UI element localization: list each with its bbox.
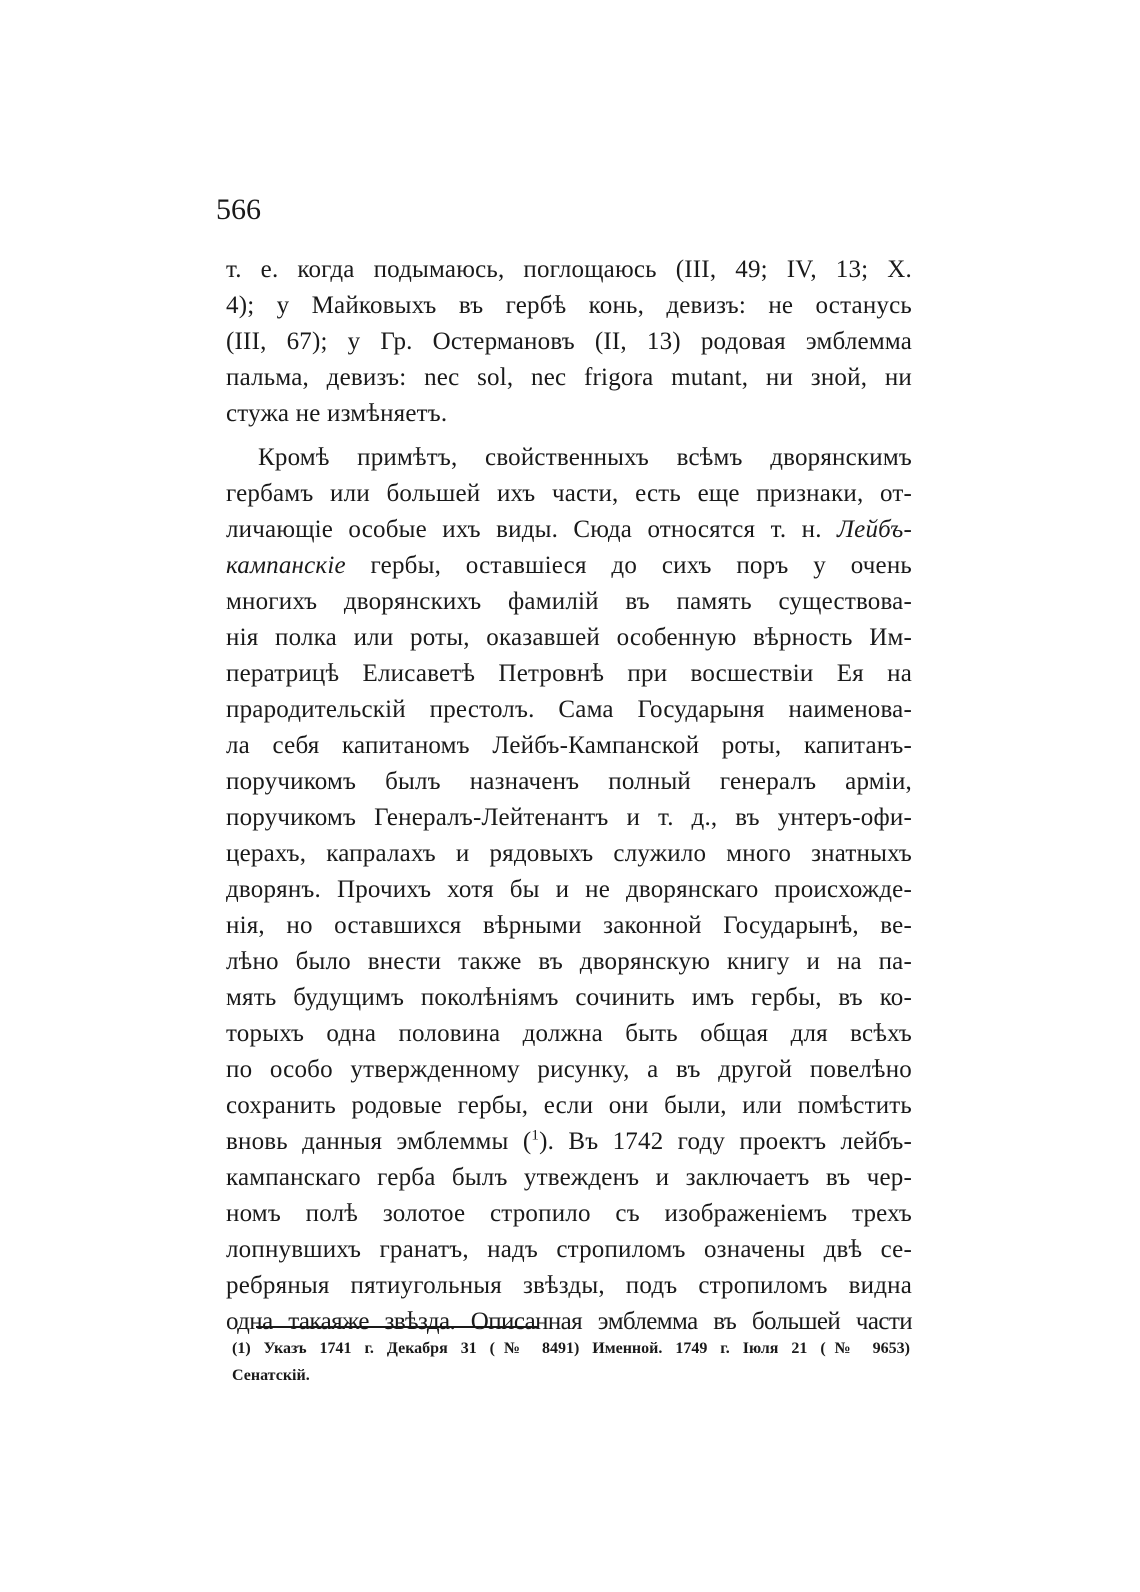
text-line: поручикомъ былъ назначенъ полный генералъ арміи, — [226, 768, 912, 795]
text-line: т. е. когда подымаюсь, поглощаюсь (III, 49; IV, 13; X. — [226, 256, 912, 283]
text-line: кампанскаго герба былъ утвежденъ и заключаетъ въ чер- — [226, 1164, 912, 1191]
footnotes — [232, 1335, 910, 1389]
text-line: пальма, девизъ: nec sol, nec frigora mutant, ни зной, ни — [226, 364, 912, 391]
footnote-line: (1) Указъ 1741 г. Декабря 31 (№ 8491) Именной. 1749 г. Іюля 21 (№ 9653) — [232, 1340, 910, 1357]
text-line: Кромѣ примѣтъ, свойственныхъ всѣмъ дворянскимъ — [258, 444, 912, 471]
text-line: ператрицѣ Елисаветѣ Петровнѣ при восшествіи Ея на — [226, 660, 912, 687]
emphasis-text: кампанскіе — [226, 552, 346, 579]
text-line: лопнувшихъ гранатъ, надъ стропиломъ означены двѣ се- — [226, 1236, 912, 1263]
text-line: лѣно было внести также въ дворянскую книгу и на па- — [226, 948, 912, 975]
text-line: ла себя капитаномъ Лейбъ-Кампанской роты, капитанъ- — [226, 732, 912, 759]
text-segment: ). Въ 1742 году проектъ лейбъ- — [539, 1128, 913, 1155]
text-line: сохранить родовые гербы, если они были, или помѣстить — [226, 1092, 912, 1119]
text-line: прародительскій престолъ. Сама Государыня наименова- — [226, 696, 912, 723]
text-line: нія, но оставшихся вѣрными законной Государынѣ, ве- — [226, 912, 912, 939]
text-line: мять будущимъ поколѣніямъ сочинить имъ гербы, въ ко- — [226, 984, 912, 1011]
text-line: церахъ, капралахъ и рядовыхъ служило много знатныхъ — [226, 840, 912, 867]
text-line: ребряныя пятиугольныя звѣзды, подъ стропиломъ видна — [226, 1272, 912, 1299]
footnote-line: Сенатскій. — [232, 1367, 310, 1384]
text-line: поручикомъ Генералъ-Лейтенантъ и т. д., въ унтеръ-офи- — [226, 804, 912, 831]
text-line: торыхъ одна половина должна быть общая для всѣхъ — [226, 1020, 912, 1047]
footnote-divider — [256, 1326, 538, 1328]
emphasis-text: Лейбъ- — [837, 516, 912, 543]
footnote-ref: 1 — [531, 1127, 540, 1144]
text-line: (III, 67); у Гр. Остермановъ (II, 13) родовая эмблемма — [226, 328, 912, 355]
text-line: стужа не измѣняетъ. — [226, 400, 448, 427]
text-line: 4); у Майковыхъ въ гербѣ конь, девизъ: не останусь — [226, 292, 912, 319]
text-line: одна такаяже звѣзда. Описанная эмблемма въ большей части — [226, 1308, 912, 1335]
text-line: нія полка или роты, оказавшей особенную вѣрность Им- — [226, 624, 912, 651]
body-text — [226, 252, 912, 1340]
text-line: номъ полѣ золотое стропило съ изображеніемъ трехъ — [226, 1200, 912, 1227]
text-segment: гербы, оставшіеся до сихъ поръ у очень — [370, 552, 913, 579]
text-line: по особо утвержденному рисунку, а въ другой повелѣно — [226, 1056, 912, 1083]
page-number: 566 — [216, 193, 261, 226]
text-line: многихъ дворянскихъ фамилій въ память существова- — [226, 588, 912, 615]
text-line: гербамъ или большей ихъ части, есть еще признаки, от- — [226, 480, 912, 507]
text-segment: вновь данныя эмблеммы ( — [226, 1128, 532, 1155]
text-line — [226, 548, 912, 584]
text-line: дворянъ. Прочихъ хотя бы и не дворянскаго происхожде- — [226, 876, 912, 903]
text-segment: личающіе особые ихъ виды. Сюда относятся т. н. — [226, 516, 822, 543]
text-line — [226, 512, 912, 548]
text-line — [226, 1124, 912, 1160]
